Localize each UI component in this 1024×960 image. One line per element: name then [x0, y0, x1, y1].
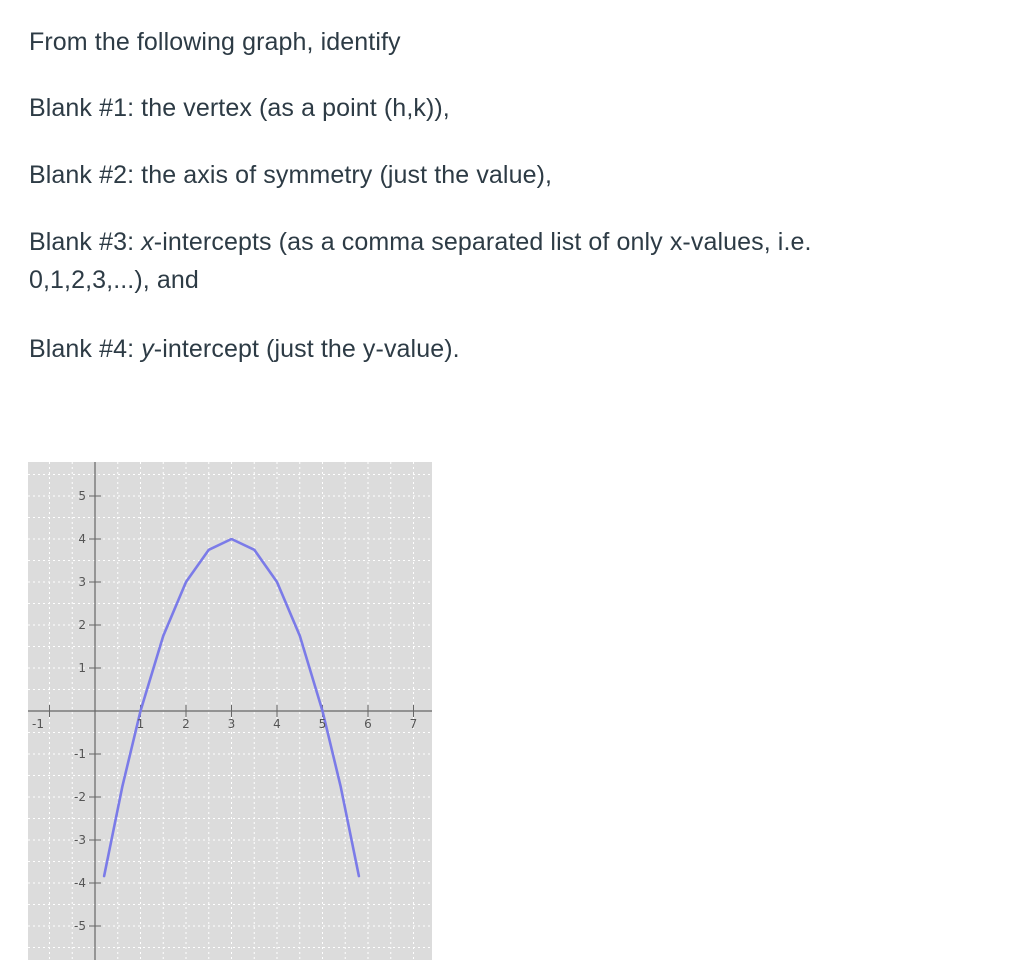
- y-tick-label: 2: [78, 618, 86, 632]
- blank-3-prefix: Blank #3:: [29, 228, 142, 256]
- x-tick-label: 6: [364, 717, 372, 731]
- x-tick-label: 4: [273, 717, 281, 731]
- x-tick-label: 5: [318, 717, 327, 731]
- parabola-graph: [28, 462, 432, 960]
- x-tick-label: 7: [409, 717, 418, 731]
- blank-4-prefix: Blank #4:: [29, 335, 142, 363]
- y-tick-label: -4: [74, 876, 86, 890]
- y-tick-label: -1: [74, 747, 86, 761]
- y-tick-label: 5: [78, 489, 86, 503]
- blank-4-variable: y: [141, 335, 154, 363]
- question-intro: From the following graph, identify: [29, 28, 401, 56]
- y-tick-label: 3: [78, 575, 86, 589]
- chart-svg: [28, 462, 432, 960]
- y-tick-label: 4: [78, 532, 86, 546]
- blank-3-prompt: [29, 223, 909, 299]
- x-tick-label: -1: [32, 717, 44, 731]
- blank-1-prompt: Blank #1: the vertex (as a point (h,k)),: [29, 94, 450, 122]
- blank-2-prompt: Blank #2: the axis of symmetry (just the value),: [29, 161, 553, 189]
- x-tick-label: 3: [227, 717, 236, 731]
- blank-4-prompt: [29, 330, 460, 368]
- blank-4-rest: -intercept (just the y-value).: [153, 335, 460, 363]
- blank-3-rest: -intercepts (as a comma separated list of only x-values, i.e. 0,1,2,3,...), and: [29, 228, 812, 294]
- y-tick-label: 1: [78, 661, 86, 675]
- y-tick-label: -2: [74, 790, 86, 804]
- blank-3-variable: x: [141, 228, 154, 256]
- x-tick-label: 2: [182, 717, 190, 731]
- x-tick-label: 1: [136, 717, 145, 731]
- y-tick-label: -3: [74, 833, 86, 847]
- y-tick-label: -5: [74, 919, 86, 933]
